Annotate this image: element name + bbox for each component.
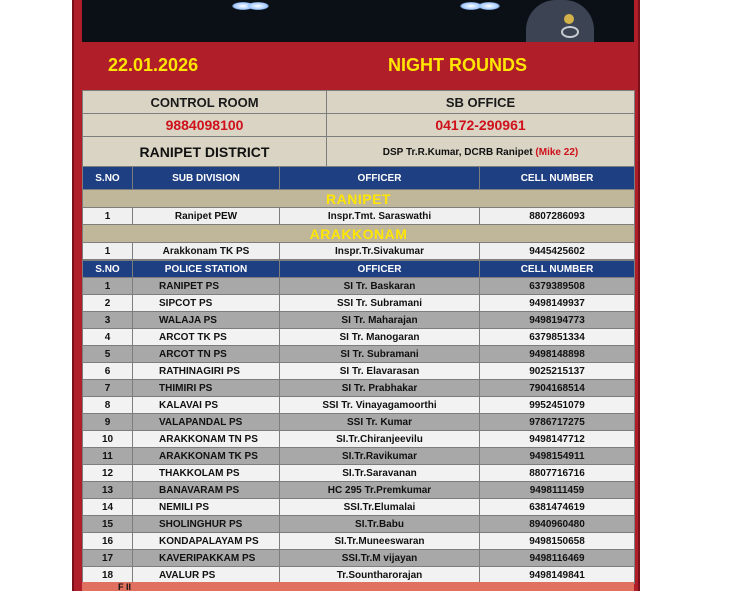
- officer-name: SSI.Tr.Elumalai: [280, 499, 480, 516]
- serial-number: 16: [83, 533, 133, 550]
- table-row: [83, 380, 635, 397]
- cell-number: 9786717275: [480, 414, 635, 431]
- officer-name: SI Tr. Subramani: [280, 346, 480, 363]
- control-room-phone: 9884098100: [83, 114, 327, 137]
- unit-name: Ranipet PEW: [133, 208, 280, 225]
- officer-name: SI.Tr.Babu: [280, 516, 480, 533]
- serial-number: 3: [83, 312, 133, 329]
- table-row: [83, 499, 635, 516]
- serial-number: 7: [83, 380, 133, 397]
- station-name: RANIPET PS: [133, 278, 280, 295]
- table-row: [83, 516, 635, 533]
- cell-number: 6379851334: [480, 329, 635, 346]
- column-header: SUB DIVISION: [133, 167, 280, 190]
- cell-number: 9498150658: [480, 533, 635, 550]
- station-name: SIPCOT PS: [133, 295, 280, 312]
- table-row: [83, 295, 635, 312]
- station-name: WALAJA PS: [133, 312, 280, 329]
- cell-number: 9498149937: [480, 295, 635, 312]
- table-header: [83, 261, 635, 278]
- contact-table: [82, 90, 635, 168]
- cell-number: 9445425602: [480, 243, 635, 260]
- table-row: [83, 533, 635, 550]
- dsp-cell: [327, 137, 635, 168]
- table-row: [83, 465, 635, 482]
- station-name: ARCOT TN PS: [133, 346, 280, 363]
- section-header: [83, 190, 635, 208]
- station-name: BANAVARAM PS: [133, 482, 280, 499]
- table-row: [83, 397, 635, 414]
- station-name: ARAKKONAM TK PS: [133, 448, 280, 465]
- officer-name: SI Tr. Manogaran: [280, 329, 480, 346]
- officer-name: Inspr.Tmt. Saraswathi: [280, 208, 480, 225]
- officer-name: Tr.Sountharorajan: [280, 567, 480, 584]
- officer-name: SI Tr. Maharajan: [280, 312, 480, 329]
- district-name: RANIPET DISTRICT: [83, 137, 327, 168]
- footer-text: F ll: [118, 582, 131, 592]
- table-row: [83, 414, 635, 431]
- serial-number: 1: [83, 278, 133, 295]
- station-name: AVALUR PS: [133, 567, 280, 584]
- handcuffs-icon: [561, 26, 579, 38]
- serial-number: 15: [83, 516, 133, 533]
- cell-number: 6379389508: [480, 278, 635, 295]
- station-name: KONDAPALAYAM PS: [133, 533, 280, 550]
- column-header: S.NO: [83, 261, 133, 278]
- officer-name: SI Tr. Baskaran: [280, 278, 480, 295]
- report-date: 22.01.2026: [108, 55, 199, 75]
- serial-number: 1: [83, 208, 133, 225]
- control-room-label: CONTROL ROOM: [83, 91, 327, 114]
- headlight-icon: [247, 2, 269, 10]
- cell-number: 8807286093: [480, 208, 635, 225]
- table-row: [83, 346, 635, 363]
- officer-name: Inspr.Tr.Sivakumar: [280, 243, 480, 260]
- officer-name: SI.Tr.Chiranjeevilu: [280, 431, 480, 448]
- station-name: VALAPANDAL PS: [133, 414, 280, 431]
- table-row: [83, 550, 635, 567]
- section-title: ARAKKONAM: [83, 225, 635, 243]
- table-row: [83, 431, 635, 448]
- section-title: RANIPET: [83, 190, 635, 208]
- officer-name: HC 295 Tr.Premkumar: [280, 482, 480, 499]
- cell-number: 9025215137: [480, 363, 635, 380]
- cell-number: 9498149841: [480, 567, 635, 584]
- serial-number: 8: [83, 397, 133, 414]
- table-row: [83, 208, 635, 225]
- table-row: [83, 363, 635, 380]
- column-header: OFFICER: [280, 167, 480, 190]
- police-officer-icon: [526, 0, 594, 42]
- officer-name: SI Tr. Prabhakar: [280, 380, 480, 397]
- station-name: SHOLINGHUR PS: [133, 516, 280, 533]
- cell-number: 9498148898: [480, 346, 635, 363]
- table-header: [83, 167, 635, 190]
- serial-number: 13: [83, 482, 133, 499]
- serial-number: 6: [83, 363, 133, 380]
- police-station-table: [82, 260, 635, 584]
- cell-number: 9498154911: [480, 448, 635, 465]
- serial-number: 4: [83, 329, 133, 346]
- station-name: THIMIRI PS: [133, 380, 280, 397]
- table-row: [83, 482, 635, 499]
- section-header: [83, 225, 635, 243]
- serial-number: 11: [83, 448, 133, 465]
- officer-name: SSI Tr. Kumar: [280, 414, 480, 431]
- unit-name: Arakkonam TK PS: [133, 243, 280, 260]
- cell-number: 9498194773: [480, 312, 635, 329]
- cell-number: 9498111459: [480, 482, 635, 499]
- cell-number: 9498116469: [480, 550, 635, 567]
- footer-strip: [82, 582, 634, 591]
- cell-number: 9952451079: [480, 397, 635, 414]
- officer-name: SSI.Tr.M vijayan: [280, 550, 480, 567]
- officer-name: SI.Tr.Saravanan: [280, 465, 480, 482]
- night-rounds-sheet: [72, 0, 640, 591]
- column-header: CELL NUMBER: [480, 167, 635, 190]
- table-row: [83, 278, 635, 295]
- headlight-icon: [478, 2, 500, 10]
- officer-name: SSI Tr. Vinayagamoorthi: [280, 397, 480, 414]
- column-header: CELL NUMBER: [480, 261, 635, 278]
- cell-number: 8940960480: [480, 516, 635, 533]
- officer-name: SI.Tr.Muneeswaran: [280, 533, 480, 550]
- column-header: OFFICER: [280, 261, 480, 278]
- sb-office-phone: 04172-290961: [327, 114, 635, 137]
- banner-image: [82, 0, 634, 42]
- cell-number: 9498147712: [480, 431, 635, 448]
- station-name: ARAKKONAM TN PS: [133, 431, 280, 448]
- table-row: [83, 312, 635, 329]
- subdivision-table: [82, 166, 635, 260]
- officer-name: SSI Tr. Subramani: [280, 295, 480, 312]
- serial-number: 17: [83, 550, 133, 567]
- column-header: POLICE STATION: [133, 261, 280, 278]
- serial-number: 12: [83, 465, 133, 482]
- title-row: [82, 44, 634, 88]
- cell-number: 7904168514: [480, 380, 635, 397]
- officer-name: SI Tr. Elavarasan: [280, 363, 480, 380]
- serial-number: 18: [83, 567, 133, 584]
- dsp-name: DSP Tr.R.Kumar, DCRB Ranipet: [382, 146, 533, 158]
- station-name: ARCOT TK PS: [133, 329, 280, 346]
- station-name: RATHINAGIRI PS: [133, 363, 280, 380]
- table-row: [83, 567, 635, 584]
- serial-number: 5: [83, 346, 133, 363]
- column-header: S.NO: [83, 167, 133, 190]
- station-name: KAVERIPAKKAM PS: [133, 550, 280, 567]
- table-row: [83, 243, 635, 260]
- officer-name: SI.Tr.Ravikumar: [280, 448, 480, 465]
- cell-number: 6381474619: [480, 499, 635, 516]
- report-title: NIGHT ROUNDS: [388, 55, 527, 75]
- cell-number: 8807716716: [480, 465, 635, 482]
- station-name: NEMILI PS: [133, 499, 280, 516]
- station-name: KALAVAI PS: [133, 397, 280, 414]
- sb-office-label: SB OFFICE: [327, 91, 635, 114]
- dsp-mike: (Mike 22): [535, 146, 579, 158]
- badge-icon: [564, 14, 574, 24]
- serial-number: 1: [83, 243, 133, 260]
- serial-number: 9: [83, 414, 133, 431]
- table-row: [83, 448, 635, 465]
- serial-number: 14: [83, 499, 133, 516]
- table-row: [83, 329, 635, 346]
- serial-number: 2: [83, 295, 133, 312]
- station-name: THAKKOLAM PS: [133, 465, 280, 482]
- serial-number: 10: [83, 431, 133, 448]
